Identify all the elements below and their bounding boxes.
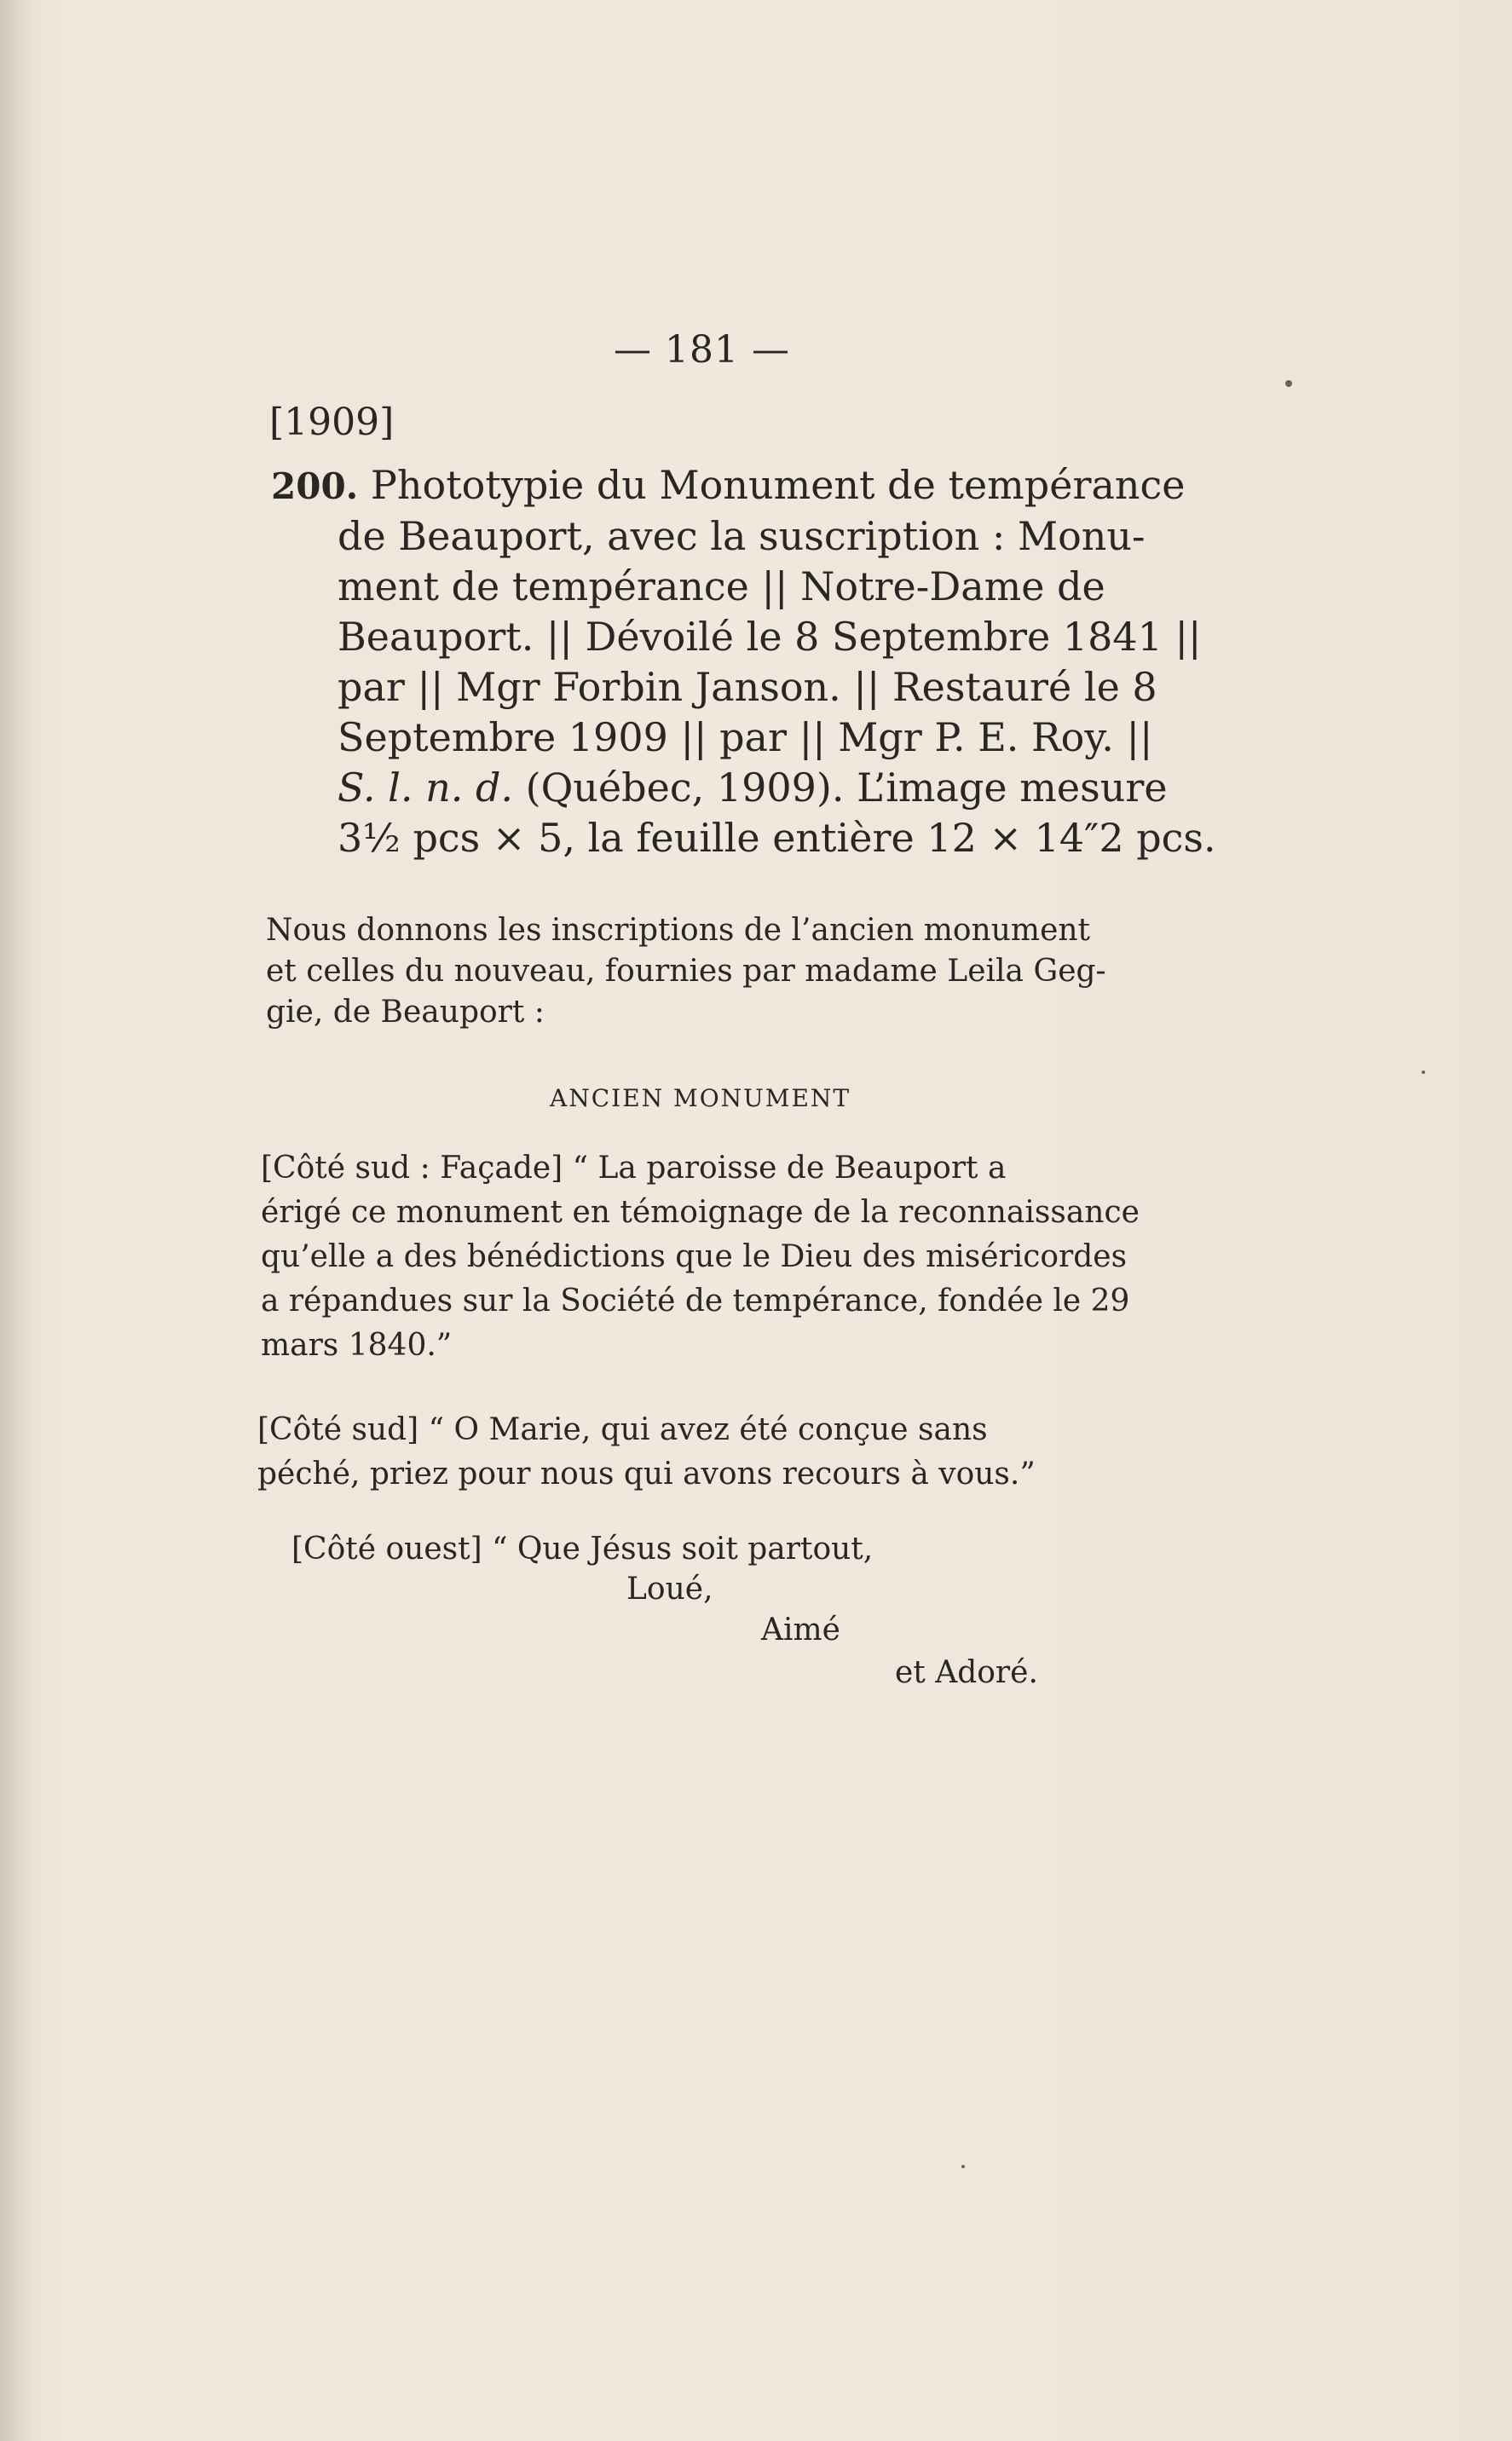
entry-number: 200. bbox=[271, 465, 359, 507]
entry-line-5: par || Mgr Forbin Janson. || Restauré le 8 bbox=[338, 664, 1157, 710]
sud-line-1: [Côté sud] “ O Marie, qui avez été conçue sans bbox=[257, 1412, 988, 1447]
paper-speck bbox=[1285, 380, 1292, 387]
sud-facade-line-3: qu’elle a des bénédictions que le Dieu des miséricordes bbox=[261, 1239, 1128, 1274]
ouest-line-1: [Côté ouest] “ Que Jésus soit partout, bbox=[291, 1532, 874, 1567]
entry-line-2: de Beauport, avec la suscription : Monu- bbox=[338, 513, 1146, 559]
ouest-word-aime: Aimé bbox=[761, 1613, 840, 1648]
entry-line-8: 3½ pcs × 5, la feuille entière 12 × 14″2 pcs. bbox=[338, 815, 1216, 861]
intro-paragraph bbox=[266, 910, 1135, 1033]
intro-line-1: Nous donnons les inscriptions de l’ancien monument bbox=[266, 913, 1091, 948]
entry-line-7 bbox=[271, 763, 1168, 813]
entry-line-1 bbox=[271, 460, 1186, 511]
sud-facade-line-2: érigé ce monument en témoignage de la reconnaissance bbox=[261, 1195, 1140, 1230]
paper-speck bbox=[1422, 1070, 1425, 1074]
entry-line-1-text: Phototypie du Monument de tempérance bbox=[358, 462, 1186, 508]
entry-line-4: Beauport. || Dévoilé le 8 Septembre 1841 || bbox=[338, 614, 1202, 660]
ouest-word-loue: Loué, bbox=[626, 1572, 713, 1607]
catalog-entry bbox=[271, 460, 1216, 863]
sud-facade-line-4: a répandues sur la Société de tempérance, fondée le 29 bbox=[261, 1284, 1130, 1319]
sud-line-2: péché, priez pour nous qui avons recours à vous.” bbox=[257, 1457, 1036, 1492]
page-number: — 181 — bbox=[614, 328, 790, 372]
inscription-sud-facade bbox=[261, 1146, 1139, 1368]
inscription-sud bbox=[257, 1408, 1135, 1497]
paper-speck bbox=[961, 2165, 965, 2168]
entry-line-6: Septembre 1909 || par || Mgr P. E. Roy. || bbox=[338, 714, 1153, 760]
year-tag: [1909] bbox=[269, 401, 395, 444]
ouest-word-adore: et Adoré. bbox=[895, 1655, 1038, 1690]
sud-facade-line-1: [Côté sud : Façade] “ La paroisse de Beauport a bbox=[261, 1151, 1007, 1186]
entry-line-3: ment de tempérance || Notre-Dame de bbox=[338, 563, 1105, 609]
entry-sine-loco-note: S. l. n. d. bbox=[338, 765, 514, 811]
page-fold-shadow bbox=[0, 0, 34, 2441]
intro-line-3: gie, de Beauport : bbox=[266, 995, 545, 1030]
entry-line-7-text: (Québec, 1909). L’image mesure bbox=[513, 765, 1168, 811]
inscription-ouest bbox=[291, 1527, 1144, 1572]
intro-line-2: et celles du nouveau, fournies par madame Leila Geg- bbox=[266, 954, 1106, 989]
section-title: ANCIEN MONUMENT bbox=[550, 1084, 851, 1112]
sud-facade-line-5: mars 1840.” bbox=[261, 1328, 453, 1363]
